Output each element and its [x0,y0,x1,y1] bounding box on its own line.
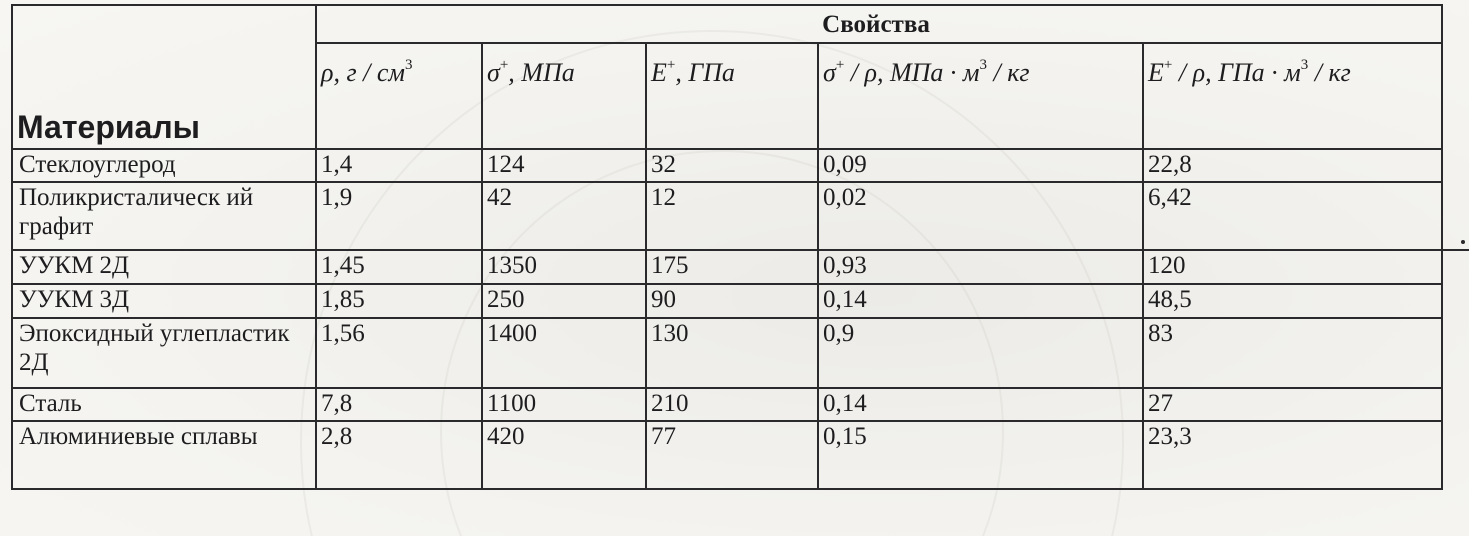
table-cell: 1,4 [316,149,482,182]
table-cell: 250 [482,284,646,318]
table-cell: 83 [1143,318,1442,388]
table-cell: 1400 [482,318,646,388]
margin-rule [1428,249,1469,251]
table-cell: 90 [646,284,818,318]
table-cell: 124 [482,149,646,182]
table-cell: 420 [482,421,646,489]
density-header: ρ, г / $см^3$ [316,43,482,149]
table-cell: 6,42 [1143,182,1442,250]
specific-modulus-header: E+ / ρ, ГПа · $м^3$ / кг [1143,43,1442,149]
table-cell: 0,93 [818,250,1143,284]
table-row [12,182,1442,250]
table-cell: 7,8 [316,388,482,421]
table-cell: 210 [646,388,818,421]
table-cell: 120 [1143,250,1442,284]
table-row [12,284,1442,318]
margin-dot [1461,240,1465,244]
table-cell: 1,9 [316,182,482,250]
materials-properties-table [11,4,1443,490]
table-cell: 1100 [482,388,646,421]
material-name: Алюминиевые сплавы [12,421,316,489]
table-cell: 0,09 [818,149,1143,182]
material-name: Поликристалическ ий графит [12,182,316,250]
material-name: УУКМ 3Д [12,284,316,318]
table-cell: 32 [646,149,818,182]
group-header-row [12,5,1442,43]
modulus-header: E+, ГПа [646,43,818,149]
table-cell: 1,56 [316,318,482,388]
table-row [12,318,1442,388]
table-cell: 0,9 [818,318,1143,388]
table-cell: 0,14 [818,284,1143,318]
material-name: УУКМ 2Д [12,250,316,284]
table-cell: 1,45 [316,250,482,284]
material-name: Эпоксидный углепластик 2Д [12,318,316,388]
table-cell: 1350 [482,250,646,284]
table-row [12,149,1442,182]
table-cell: 2,8 [316,421,482,489]
table-cell: 23,3 [1143,421,1442,489]
table-cell: 22,8 [1143,149,1442,182]
table-cell: 77 [646,421,818,489]
material-name: Сталь [12,388,316,421]
table-cell: 0,15 [818,421,1143,489]
table-cell: 0,02 [818,182,1143,250]
table-cell: 1,85 [316,284,482,318]
table-cell: 48,5 [1143,284,1442,318]
table-cell: 42 [482,182,646,250]
materials-header: Материалы [12,5,316,149]
table-cell: 0,14 [818,388,1143,421]
table-cell: 130 [646,318,818,388]
table-row [12,421,1442,489]
material-name: Стеклоуглерод [12,149,316,182]
specific-strength-header: σ+ / ρ, МПа · $м^3$ / кг [818,43,1143,149]
table-cell: 27 [1143,388,1442,421]
table-row [12,388,1442,421]
table-cell: 175 [646,250,818,284]
strength-header: σ+, МПа [482,43,646,149]
properties-group-header: Свойства [316,5,1442,43]
table-cell: 12 [646,182,818,250]
table-row [12,250,1442,284]
